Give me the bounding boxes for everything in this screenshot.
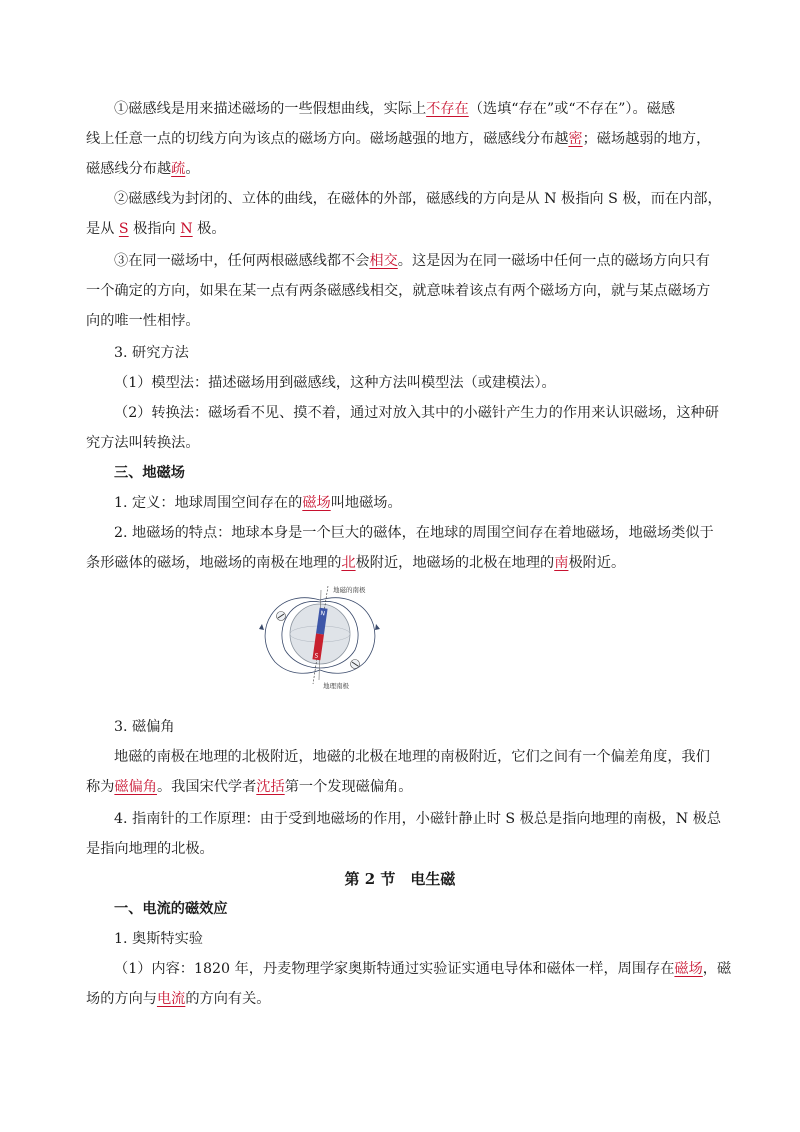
text: ；磁场越弱的地方， [582,131,711,147]
declination-line-1: 地磁的南极在地理的北极附近，地磁的北极在地理的南极附近，它们之间有一个偏差角度，我们 [114,749,710,765]
paragraph-1-line-2 [86,128,726,150]
oersted-content-line-2 [86,988,726,1010]
answer-blank: 电流 [156,991,186,1007]
paragraph-1-line-3 [86,158,726,180]
answer-blank: 磁场 [674,961,703,977]
compass-principle-line-2: 是指向地理的北极。 [86,841,214,857]
text: ①磁感线是用来描述磁场的一些假想曲线，实际上 [114,101,427,117]
text: 是从 [86,221,119,237]
declination-line-2 [86,776,726,798]
method-conversion-line-1: （2）转换法：磁场看不见、摸不着，通过对放入其中的小磁针产生力的作用来认识磁场，这种研 [114,405,719,421]
text: 条形磁体的磁场，地磁场的南极在地理的 [86,555,342,571]
answer-blank: 磁偏角 [114,779,157,795]
geomagnetic-definition [114,492,754,514]
oersted-experiment-heading: 1. 奥斯特实验 [114,931,203,947]
answer-blank: 不存在 [426,101,469,117]
earth-magnetic-field-figure [255,582,385,690]
compass-principle-line-1: 4. 指南针的工作原理：由于受到地磁场的作用，小磁针静止时 S 极总是指向地理的南极，N 极总 [114,811,722,827]
answer-blank: 磁场 [302,495,331,511]
text: ③在同一磁场中，任何两根磁感线都不会 [114,253,370,269]
answer-blank: 密 [568,131,583,147]
paragraph-3-line-1 [114,250,754,272]
paragraph-2-line-2 [86,218,726,240]
answer-blank: 北 [341,555,356,571]
paragraph-1-line-1 [114,98,754,120]
paragraph-3-line-2 [86,280,726,302]
section-geomagnetic-heading: 三、地磁场 [114,465,185,481]
text: 。这是因为在同一磁场中任何一点的磁场方向只有 [397,253,710,269]
text: 。我国宋代学者 [156,779,257,795]
geomagnetic-feature-line-2 [86,552,726,574]
text: 的方向有关。 [185,991,271,1007]
paragraph-2-line-1 [114,188,754,210]
paragraph-3-line-3 [86,310,726,332]
text: 一个确定的方向，如果在某一点有两条磁感线相交，就意味着该点有两个磁场方向，就与某点磁场方 [86,283,711,299]
text: ，磁 [702,961,732,977]
section-title: 第 2 节 电生磁 [344,870,456,888]
text: 线上任意一点的切线方向为该点的磁场方向。磁场越强的地方，磁感线分布越 [86,131,569,147]
magnet-s-label: S [314,652,319,660]
text: 极指向 [128,221,181,237]
answer-blank: 相交 [369,253,398,269]
text: 极附近。 [568,555,626,571]
text: 极附近，地磁场的北极在地理的 [355,555,555,571]
geomagnetic-feature-line-1: 2. 地磁场的特点：地球本身是一个巨大的磁体，在地球的周围空间存在着地磁场，地磁场类似于 [114,525,714,541]
text: 叫地磁场。 [330,495,402,511]
text: 1. 定义：地球周围空间存在的 [114,495,303,511]
method-heading: 3. 研究方法 [114,345,189,361]
text: 向的唯一性相悖。 [86,313,200,329]
text: 称为 [86,779,115,795]
label-geomagnetic-south: 地磁的南极 [333,586,366,594]
magnet-n-label: N [319,609,326,618]
answer-blank: 疏 [171,161,186,177]
method-conversion-line-2: 究方法叫转换法。 [86,435,200,451]
answer-blank: N [180,221,193,237]
answer-blank: 沈括 [256,779,285,795]
answer-blank: 南 [554,555,569,571]
label-geographic-south: 地理南极 [323,682,349,690]
text: （1）内容：1820 年，丹麦物理学家奥斯特通过实验证实通电导体和磁体一样，周围存在 [114,961,675,977]
method-model: （1）模型法：描述磁场用到磁感线，这种方法叫模型法（或建模法）。 [114,375,556,391]
text: （选填“存在”或“不存在”）。磁感 [468,101,676,117]
compass-left [277,612,286,621]
text: 第一个发现磁偏角。 [284,779,413,795]
text: 。 [185,161,200,177]
answer-blank: S [118,221,129,237]
current-magnetic-effect-heading: 一、电流的磁效应 [114,901,228,917]
declination-heading: 3. 磁偏角 [114,719,175,735]
text: 场的方向与 [86,991,157,1007]
text: 极。 [192,221,226,237]
text: ②磁感线为封闭的、立体的曲线，在磁体的外部，磁感线的方向是从 N 极指向 S 极，而在内部， [114,191,722,207]
oersted-content-line-1 [114,958,754,980]
compass-right [351,660,360,669]
text: 磁感线分布越 [86,161,172,177]
